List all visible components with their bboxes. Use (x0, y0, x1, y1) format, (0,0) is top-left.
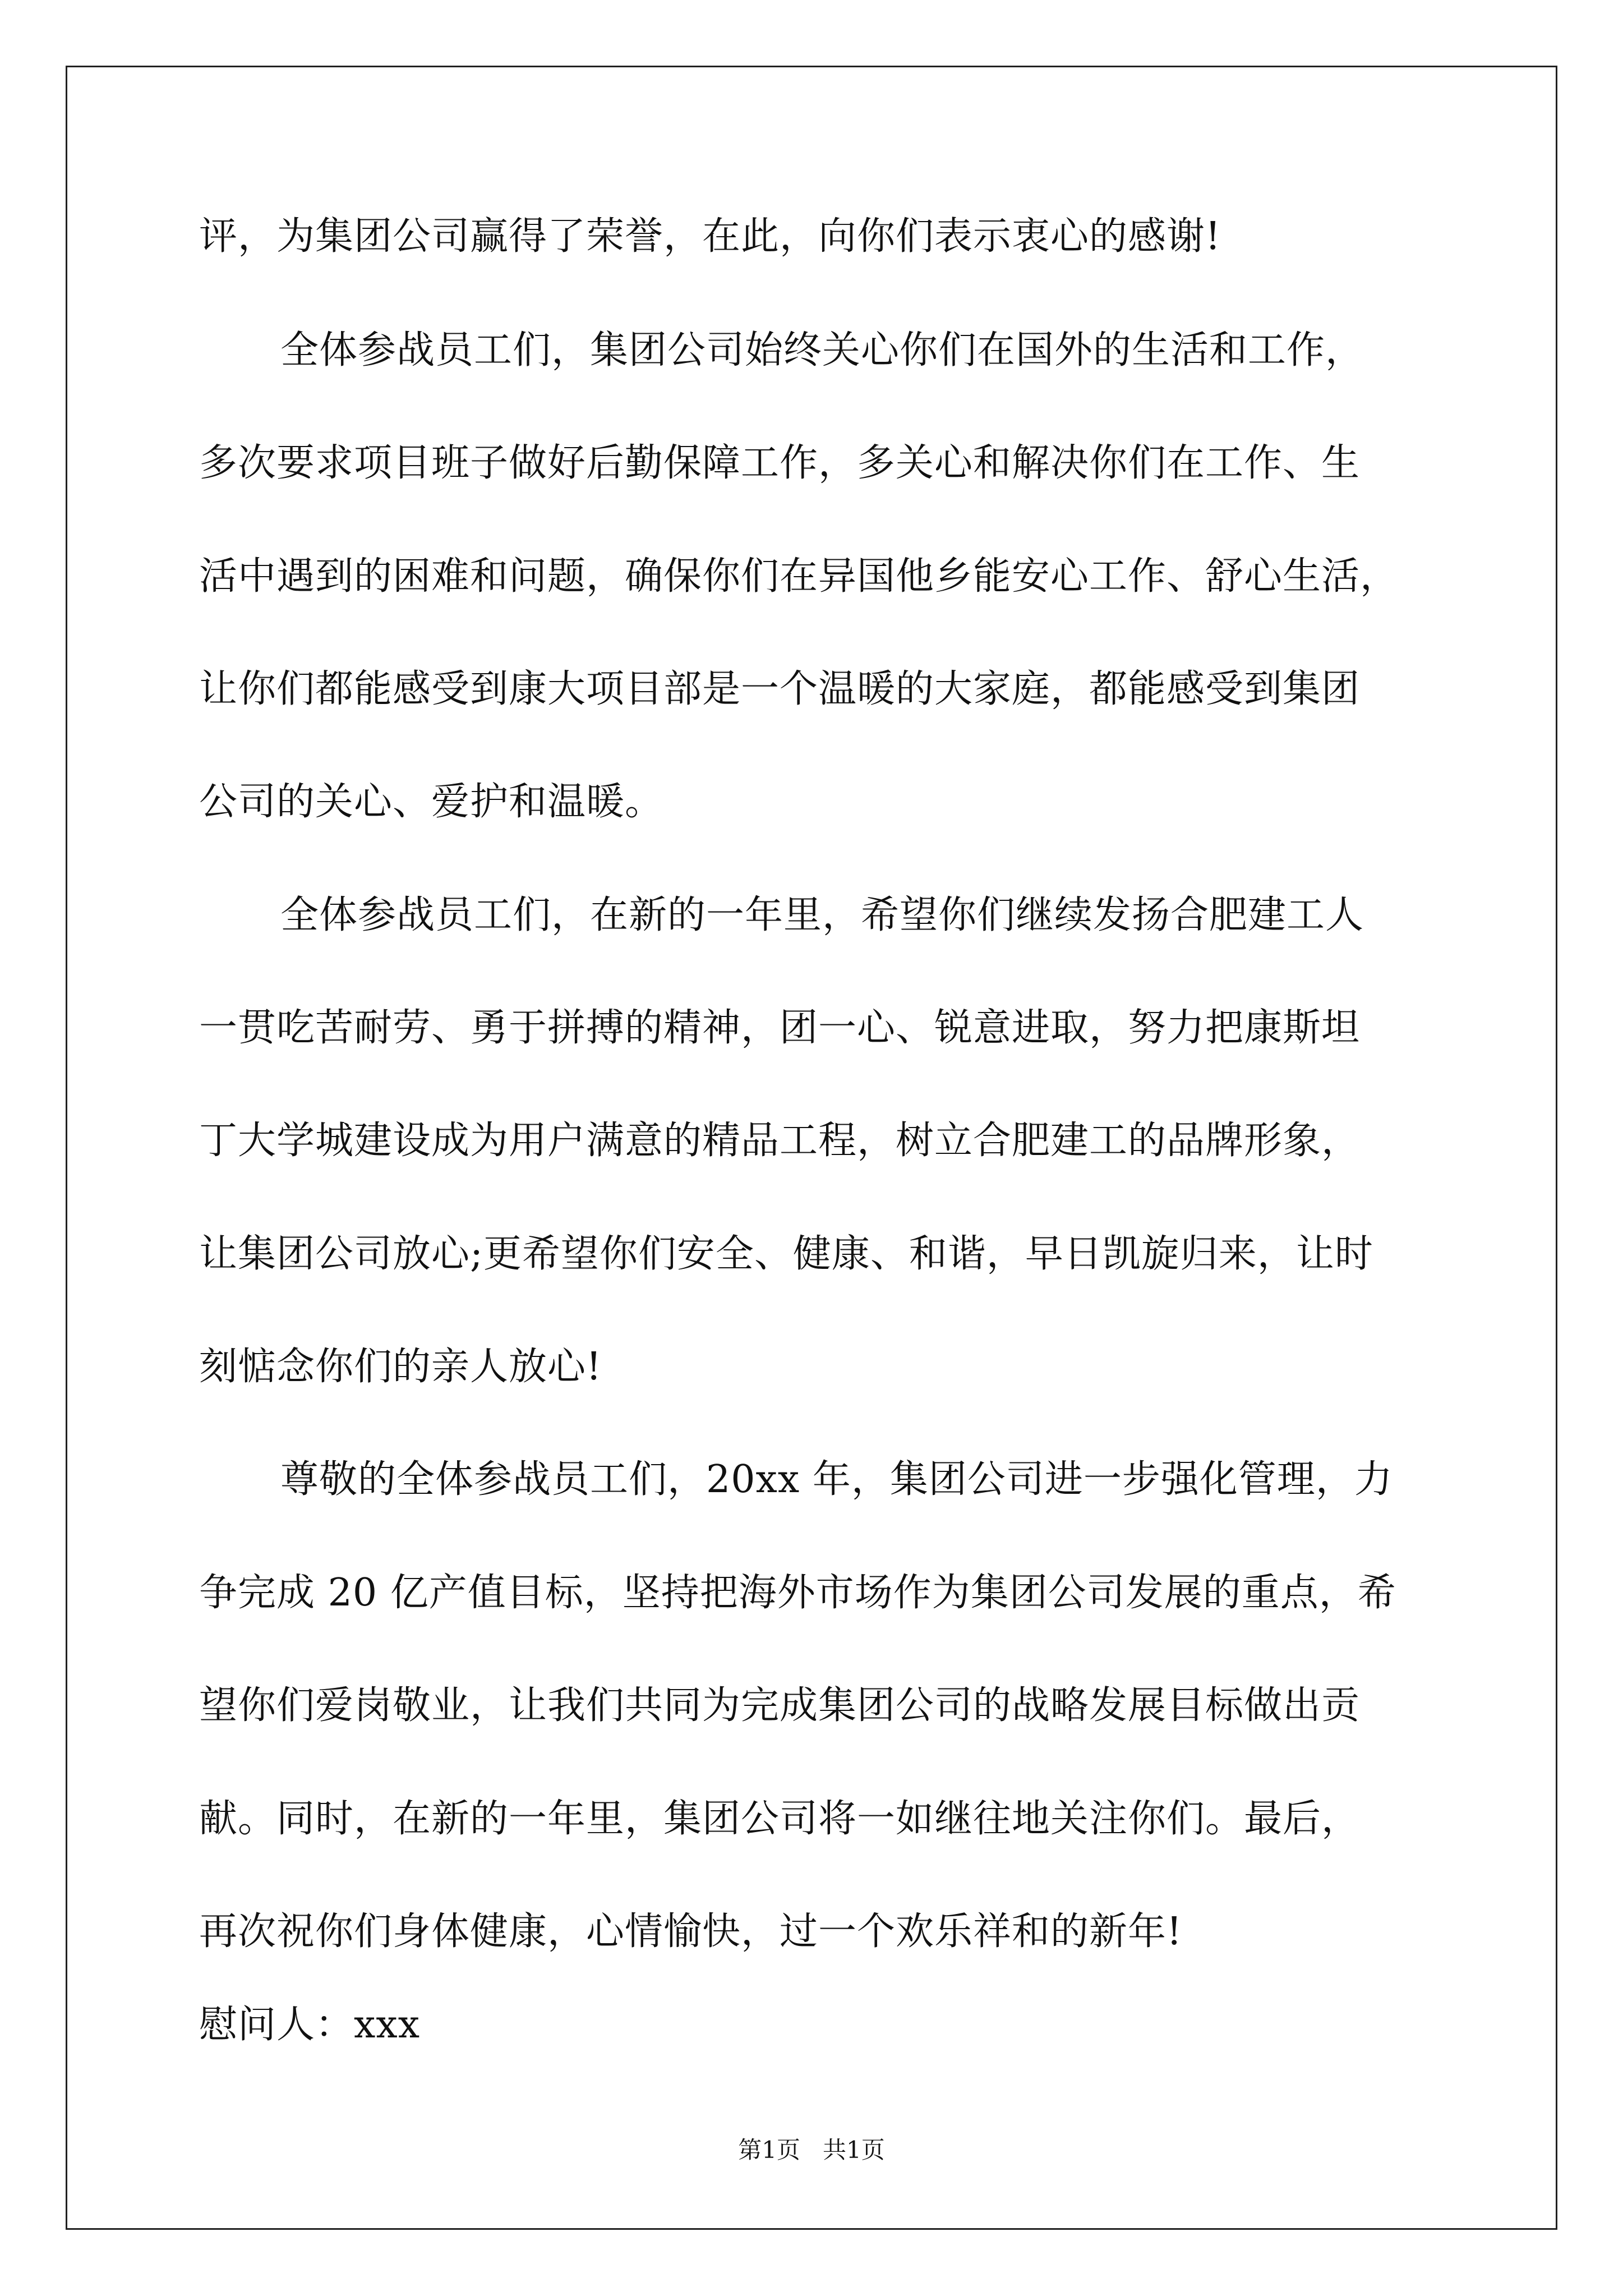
text-line: 多次要求项目班子做好后勤保障工作，多关心和解决你们在工作、生 (199, 441, 1361, 485)
paragraph-start-line: 全体参战员工们，在新的一年里，希望你们继续发扬合肥建工人 (280, 893, 1364, 937)
text-line: 再次祝你们身体健康，心情愉快，过一个欢乐祥和的新年! (199, 1910, 1183, 1954)
text-line: 评，为集团公司赢得了荣誉，在此，向你们表示衷心的感谢! (199, 214, 1221, 259)
text-line: 望你们爱岗敬业，让我们共同为完成集团公司的战略发展目标做出贡 (199, 1683, 1361, 1728)
text-line: 争完成 20 亿产值目标，坚持把海外市场作为集团公司发展的重点，希 (199, 1571, 1396, 1615)
text-line: 丁大学城建设成为用户满意的精品工程，树立合肥建工的品牌形象， (199, 1119, 1361, 1163)
text-line: 献。同时，在新的一年里，集团公司将一如继往地关注你们。最后， (199, 1797, 1361, 1841)
paragraph-start-line: 全体参战员工们，集团公司始终关心你们在国外的生活和工作， (280, 328, 1364, 372)
text-line: 公司的关心、爱护和温暖。 (199, 780, 664, 824)
text-line: 刻惦念你们的亲人放心! (199, 1345, 602, 1389)
paragraph-start-line: 尊敬的全体参战员工们，20xx 年，集团公司进一步强化管理，力 (280, 1457, 1393, 1502)
text-line: 活中遇到的困难和问题，确保你们在异国他乡能安心工作、舒心生活， (199, 554, 1399, 599)
text-line: 让集团公司放心;更希望你们安全、健康、和谐，早日凯旋归来，让时 (199, 1232, 1373, 1276)
signature-line: 慰问人：xxx (199, 2003, 421, 2047)
page-footer: 第1页 共1页 (738, 2136, 885, 2164)
text-line: 一贯吃苦耐劳、勇于拼搏的精神，团一心、锐意进取，努力把康斯坦 (199, 1006, 1361, 1050)
text-line: 让你们都能感受到康大项目部是一个温暖的大家庭，都能感受到集团 (199, 667, 1361, 711)
